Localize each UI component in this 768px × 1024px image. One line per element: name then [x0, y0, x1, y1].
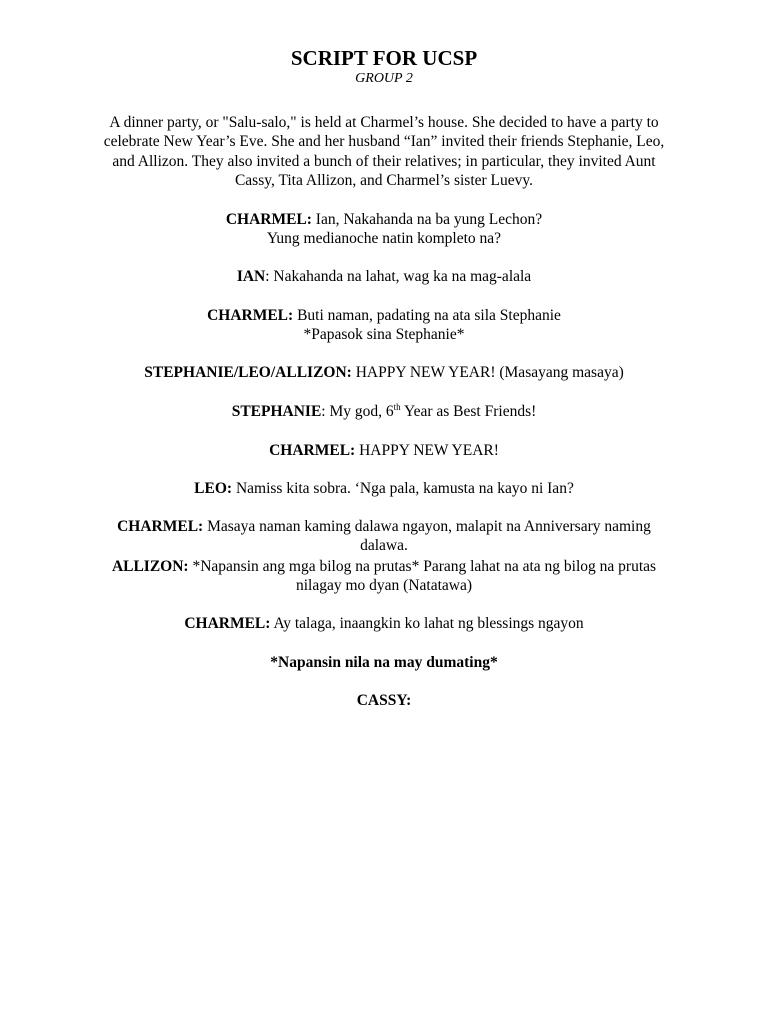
dialogue-line-2: [94, 267, 674, 286]
dialogue-line-11: [94, 691, 674, 710]
dialogue-text: Namiss kita sobra. ‘Nga pala, kamusta na kayo ni Ian?: [232, 480, 574, 497]
page-title: SCRIPT FOR UCSP: [290, 46, 478, 70]
dialogue-text: Ay talaga, inaangkin ko lahat ng blessings ngayon: [270, 615, 584, 632]
dialogue-line-5: [94, 402, 674, 421]
speaker-name: LEO:: [194, 480, 233, 497]
dialogue-text: HAPPY NEW YEAR! (Masayang masaya): [351, 364, 624, 381]
dialogue-line-8: [94, 517, 674, 556]
title-block: [0, 45, 768, 87]
stage-direction: *Papasok sina Stephanie*: [303, 326, 465, 344]
speaker-name: CHARMEL:: [117, 518, 204, 535]
dialogue-text: : My god, 6: [321, 403, 394, 420]
speaker-name: STEPHANIE: [231, 403, 322, 420]
dialogue-text-after: Year as Best Friends!: [400, 403, 537, 420]
stage-direction-line: [94, 653, 674, 672]
dialogue-line-10: [94, 614, 674, 633]
dialogue-text: HAPPY NEW YEAR!: [355, 442, 499, 459]
speaker-name: CHARMEL:: [207, 307, 294, 324]
stage-direction: *Napansin nila na may dumating*: [270, 654, 498, 671]
dialogue-text: *Napansin ang mga bilog na prutas* Parang lahat na ata ng bilog na prutas nilagay mo dyan (Natatawa): [188, 558, 657, 595]
dialogue-text: Ian, Nakahanda na ba yung Lechon?: [311, 211, 543, 228]
dialogue-text: : Nakahanda na lahat, wag ka na mag-alala: [265, 268, 532, 285]
dialogue-text: Buti naman, padating na ata sila Stephanie: [293, 307, 561, 324]
dialogue-line-3: [94, 306, 674, 345]
speaker-name: ALLIZON:: [111, 558, 189, 575]
intro-paragraph: A dinner party, or "Salu-salo," is held at Charmel’s house. She decided to have a party to celebrate New Year’s Eve. She and her husband “Ian” invited their friends Stephanie, Leo, and Allizon. They also invited a bunch of their relatives; in particular, they invited Aunt Cassy, Tita Allizon, and Charmel’s sister Luevy.: [103, 114, 665, 189]
ordinal-suffix: th: [393, 401, 401, 412]
speaker-name: CHARMEL:: [225, 211, 312, 228]
speaker-name: CHARMEL:: [184, 615, 271, 632]
speaker-name: STEPHANIE/LEO/ALLIZON:: [144, 364, 352, 381]
dialogue-line-6: [94, 441, 674, 460]
dialogue-line-4: [94, 363, 674, 382]
dialogue-line-1: [94, 210, 674, 249]
dialogue-text: Masaya naman kaming dalawa ngayon, malapit na Anniversary naming dalawa.: [203, 518, 651, 555]
dialogue-line-9: [94, 557, 674, 596]
speaker-name: CASSY:: [356, 692, 412, 709]
speaker-name: IAN: [236, 268, 266, 285]
dialogue-line-7: [94, 479, 674, 498]
dialogue-text-continued: Yung medianoche natin kompleto na?: [266, 230, 502, 248]
speaker-name: CHARMEL:: [269, 442, 356, 459]
page-subtitle: GROUP 2: [355, 71, 413, 86]
